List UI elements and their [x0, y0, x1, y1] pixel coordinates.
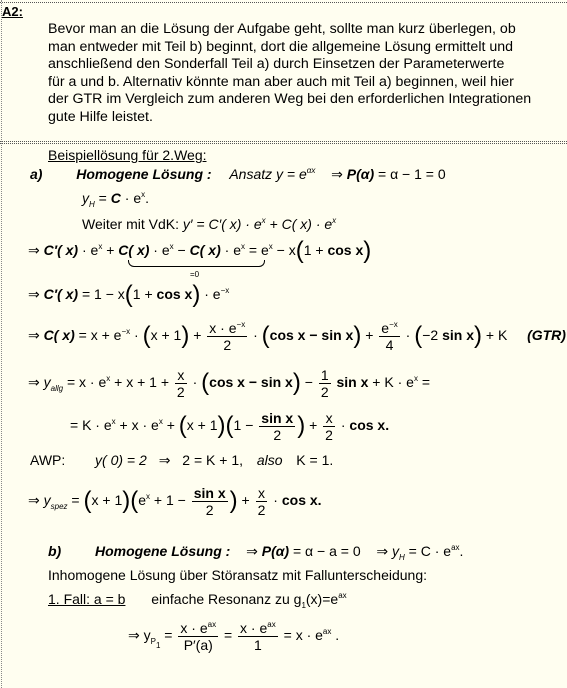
intro-line: für a und b. Alternativ könnte man aber auch mit Teil a) beginnen, weil hier	[48, 73, 514, 90]
case-label: 1. Fall: a = b	[48, 591, 126, 607]
intro-line: anschließend den Sonderfall Teil a) durch Einsetzen der Parameterwerte	[48, 56, 505, 73]
homogeneous-label-b: Homogene Lösung :	[95, 543, 231, 559]
top-border	[0, 2, 567, 3]
part-b-label: b)	[48, 543, 62, 559]
special-solution-line: ⇒ $y_{spez} = (x + 1)(e^x + 1$ − $\frac{\text{sin x}}{2}$ ) + $\frac{x}{2}$ · cos x.	[28, 485, 322, 518]
part-b-homogeneous-line: b) Homogene Lösung : ⇒ P(α) = α − a = 0 ⇒ $y_H = C \cdot e^{ax}$.	[48, 543, 464, 562]
particular-solution-line: ⇒ $y_{P_1}$ = $\frac{x \cdot e^{ax}}{P'(a)}$ = $\frac{x \cdot e^{ax}}{1}$ = $x \cdot e^{ax}$ .	[128, 620, 340, 653]
also-label: also	[256, 452, 283, 468]
task-label: A2:	[2, 4, 23, 19]
intro-paragraph	[48, 21, 567, 127]
c-prime-line: ⇒ C′( $x) = 1 - x(1 + \cos x) \cdot e^{-x}$	[28, 281, 230, 308]
intro-line: der GTR im Vergleich zum anderen Weg bei den erforderlichen Integrationen	[48, 91, 532, 108]
intro-line: gute Hilfe leistet.	[48, 108, 153, 125]
derivative-substitution: ⇒ C′( $x) \cdot e^x + C$( $x) \cdot e^x - C$( $x) \cdot e^x = e^x - x(1 + \cos x)$	[28, 237, 372, 264]
awp-label: AWP:	[30, 452, 66, 468]
general-solution-simplified: = $K \cdot e^x + x \cdot e^x + (x + 1)(1$ − $\frac{\text{sin x}}{2}$ ) + $\frac{x}{2}$ · cos x.	[70, 410, 390, 443]
vdk-text: Weiter mit VdK:	[82, 216, 179, 232]
part-a-homogeneous-line: a) Homogene Lösung : Ansatz $y = e^{\alpha x}$ ⇒ P(α) = α − 1 = 0	[30, 166, 446, 182]
homogeneous-label: Homogene Lösung :	[76, 166, 212, 182]
left-border	[1, 0, 2, 688]
homogeneous-solution: $y_H = C \cdot e^x$.	[82, 190, 149, 209]
case-text-tail: (x)=e	[305, 591, 339, 607]
ansatz-label: Ansatz	[229, 166, 273, 182]
example-title: Beispiellösung für 2.Weg:	[48, 147, 207, 163]
zero-label: =0	[190, 270, 200, 279]
general-solution-line: ⇒ $y_{allg} = x \cdot e^x + x + 1$ + $\frac{x}{2}$ · (cos x − sin x) − $\frac{1}{2}$ $\sin x + K \cdot e^x$ =	[28, 367, 431, 400]
case-text: einfache Resonanz zu g	[151, 591, 302, 607]
vdk-line: Weiter mit VdK: y′ = C′( $x) \cdot e^x + C$( $x) \cdot e^x$	[82, 216, 337, 232]
c-integral-line: ⇒ C( $x) = x + e^{-x} \cdot (x + 1)$ + $\frac{x \cdot e^{-x}}{2}$ · (cos x − sin x) + $\frac{e^{-x}}{4}$ · (−2 sin x) + K (GTR)	[28, 320, 566, 353]
part-a-label: a)	[30, 166, 43, 182]
intro-line: man entweder mit Teil b) beginnt, dort die allgemeine Lösung ermittelt und	[48, 38, 514, 55]
inhomogeneous-text: Inhomogene Lösung über Störansatz mit Fallunterscheidung:	[48, 567, 428, 583]
gtr-label: (GTR)	[527, 327, 566, 344]
awp-line: AWP: y( 0) = 2 ⇒ 2 = K + 1, also K = 1.	[30, 452, 334, 468]
intro-line: Bevor man an die Lösung der Aufgabe geht, sollte man kurz überlegen, ob	[48, 21, 516, 37]
case-line: 1. Fall: a = b einfache Resonanz zu $g_1(x)=e^{ax}$	[48, 591, 347, 610]
section-divider-2	[0, 143, 567, 144]
section-divider	[0, 141, 567, 142]
